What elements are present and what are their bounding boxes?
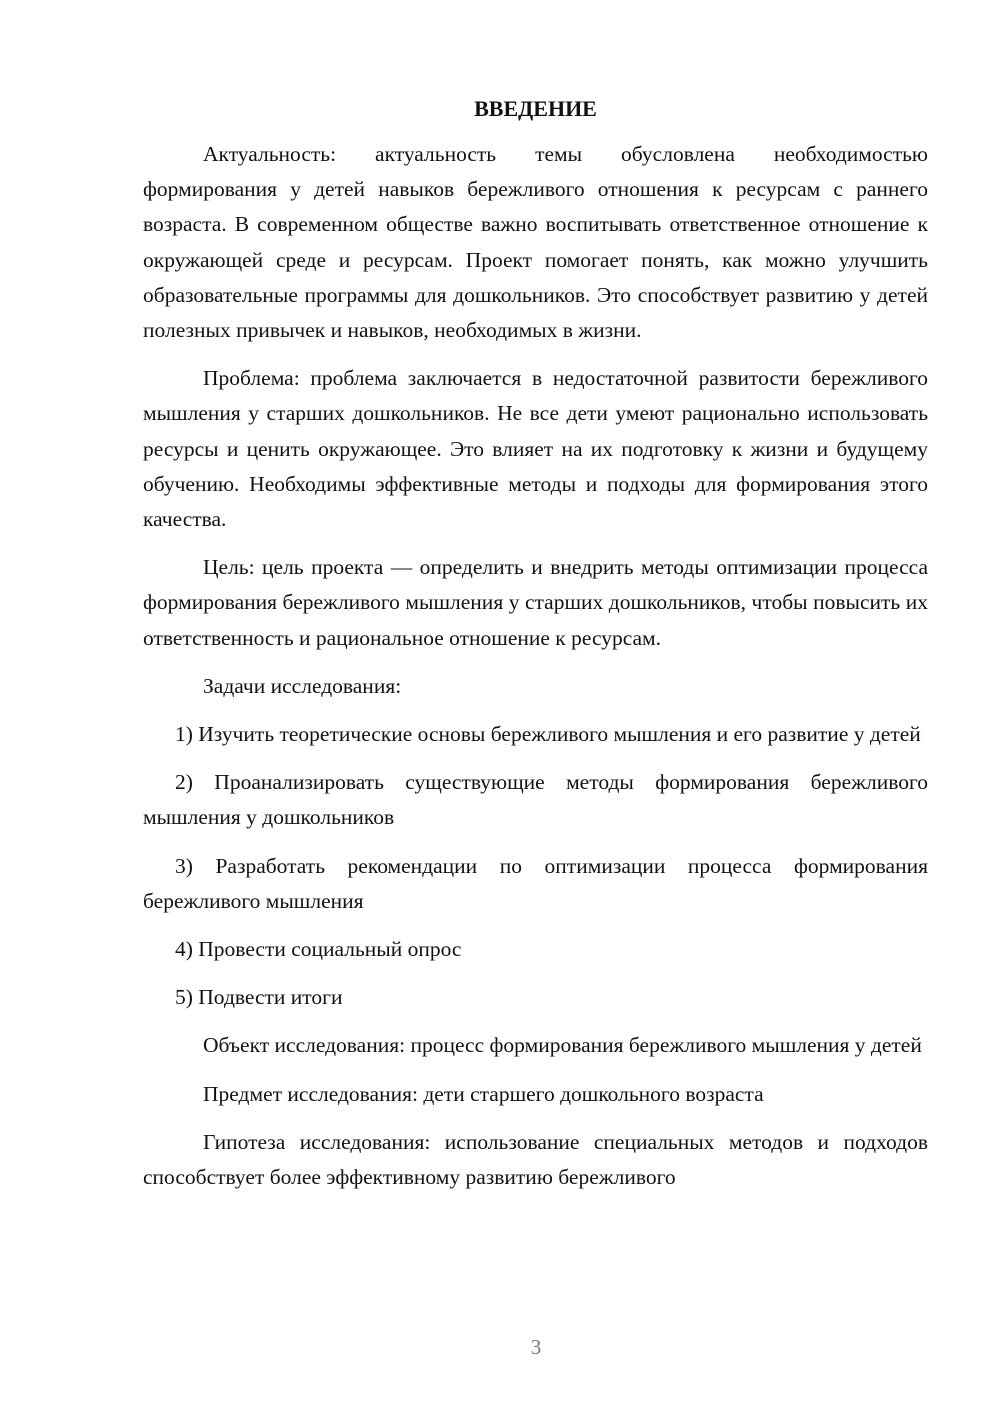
task-item-5: 5) Подвести итоги <box>175 985 343 1010</box>
paragraph-subject: Предмет исследования: дети старшего дошкольного возраста <box>203 1081 764 1106</box>
paragraph-goal: Цель: цель проекта — определить и внедрить методы оптимизации процесса формирования бережливого мышления у старших дошкольников, чтобы повысить их ответственность и рациональное отношение к ресурсам. <box>143 555 928 650</box>
task-item-2: 2) Проанализировать существующие методы формирования бережливого мышления у дошкольников <box>143 770 928 830</box>
task-item-4: 4) Провести социальный опрос <box>175 937 462 962</box>
paragraph-hypothesis: Гипотеза исследования: использование специальных методов и подходов способствует более эффективному развитию бережливого <box>143 1129 928 1190</box>
tasks-heading: Задачи исследования: <box>203 673 402 698</box>
page-number: 3 <box>530 1335 542 1359</box>
paragraph-problem: Проблема: проблема заключается в недостаточной развитости бережливого мышления у старших дошкольников. Не все дети умеют рационально использовать ресурсы и ценить окружающее. Это влияет на их подготовку к жизни и будущему обучению. Необходимы эффективные методы и подходы для формирования этого качества. <box>143 366 928 532</box>
task-item-3: 3) Разработать рекомендации по оптимизации процесса формирования бережливого мышления <box>143 853 928 913</box>
paragraph-object: Объект исследования: процесс формирования бережливого мышления у детей <box>203 1033 922 1058</box>
document-page <box>143 92 928 1195</box>
section-title: ВВЕДЕНИЕ <box>474 96 597 121</box>
task-item-1: 1) Изучить теоретические основы бережливого мышления и его развитие у детей <box>175 722 921 747</box>
paragraph-relevance: Актуальность: актуальность темы обусловлена необходимостью формирования у детей навыков бережливого отношения к ресурсам с раннего возраста. В современном обществе важно воспитывать ответственное отношение к окружающей среде и ресурсам. Проект помогает понять, как можно улучшить образовательные программы для дошкольников. Это способствует развитию у детей полезных привычек и навыков, необходимых в жизни. <box>143 142 928 343</box>
